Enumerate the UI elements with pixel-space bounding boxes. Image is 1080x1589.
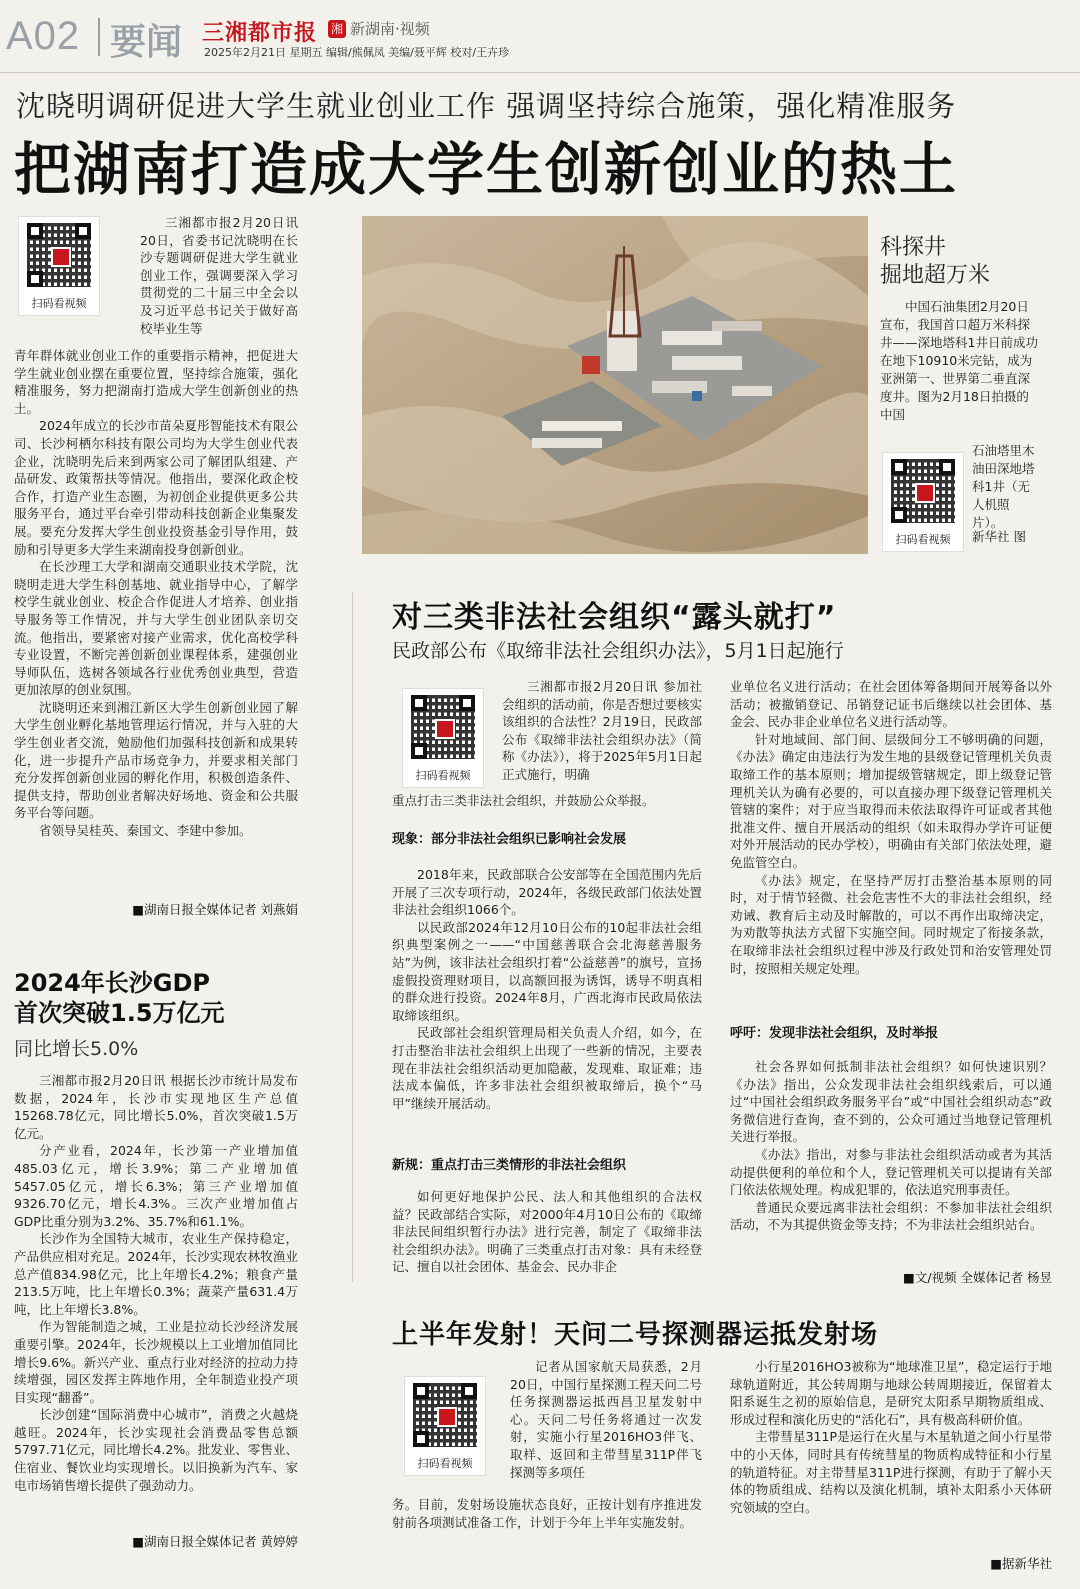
social-body-left bbox=[392, 866, 702, 1112]
social-paragraph: 《办法》指出，对参与非法社会组织活动或者为其活动提供便利的单位和个人，登记管理机关可以提请有关部门依法依规处理。构成犯罪的，依法追究刑事责任。 bbox=[730, 1146, 1052, 1198]
lead-paragraph: 在长沙理工大学和湖南交通职业技术学院，沈晓明走进大学生科创基地、就业指导中心，了解学校学生就业创业、校企合作促进人才培养、创业指导服务等工作情况，并与大学生创业团队亲切交流。他指出，要紧密对接产业需求，优化高校学科专业设置，不断完善创新创业课程体系，建强创业导师队伍，选树各领域各行业优秀创业典型，营造更加浓厚的创业氛围。 bbox=[14, 559, 298, 698]
social-subhead-phenomenon: 现象：部分非法社会组织已影响社会发展 bbox=[392, 832, 627, 847]
photo-credit: 新华社 图 bbox=[972, 529, 1026, 544]
social-headline: 对三类非法社会组织“露头就打” bbox=[392, 600, 837, 635]
qr-logo-icon bbox=[435, 719, 455, 739]
qr-label: 扫码看视频 bbox=[417, 1457, 473, 1470]
social-body-right bbox=[730, 678, 1052, 977]
lead-byline: ■湖南日报全媒体记者 刘燕娟 bbox=[132, 902, 298, 917]
social-paragraph: 针对地域间、部门间、层级间分工不够明确的问题，《办法》确定由违法行为发生地的县级登记管理机关负责取缔工作的基本原则；增加提级管辖规定，即上级登记管理机关认为确有必要的，可以直接办理下级登记管理机关管辖的案件；对于应当取得而未依法取得许可证或者其他批准文件、擅自开展活动的组织（如未取得办学许可证便对外开展活动的民办学校），明确由有关部门依法处理，避免监管空白。 bbox=[730, 731, 1052, 870]
tianwen-paragraph: 主带彗星311P是运行在火星与木星轨道之间小行星带中的小天体，同时具有传统彗星的物质构成特征和小行星的轨道特征。对主带彗星311P进行探测，有助于了解小天体的物质组成、结构以及演化机制，填补太阳系小天体研究领域的空白。 bbox=[730, 1429, 1052, 1515]
gdp-body bbox=[14, 1072, 298, 1494]
gdp-subtitle: 同比增长5.0% bbox=[14, 1038, 139, 1060]
gdp-title-line2: 首次突破1.5万亿元 bbox=[14, 999, 225, 1027]
tianwen-headline: 上半年发射！天问二号探测器运抵发射场 bbox=[392, 1320, 879, 1350]
photo-caption: 中国石油集团2月20日宣布，我国首口超万米科探井——深地塔科1井日前成功在地下10910米完钻，成为亚洲第一、世界第二垂直深度井。图为2月18日拍摄的中国 bbox=[880, 299, 1038, 422]
qr-logo-icon bbox=[51, 247, 71, 267]
section-label: 要闻 bbox=[110, 22, 183, 63]
social-byline: ■文/视频 全媒体记者 杨昱 bbox=[903, 1270, 1052, 1285]
gdp-paragraph: 分产业看，2024年，长沙第一产业增加值485.03亿元，增长3.9%；第二产业增加值5457.05亿元，增长6.3%；第三产业增加值9326.70亿元，增长4.3%。三次产业增加值占GDP比重分别为3.2%、35.7%和61.1%。 bbox=[14, 1143, 298, 1229]
photo-qr-code[interactable] bbox=[882, 452, 964, 552]
social-subhead-new-rules: 新规：重点打击三类情形的非法社会组织 bbox=[392, 1158, 627, 1173]
qr-label: 扫码看视频 bbox=[415, 769, 471, 782]
masthead: 三湘都市报 bbox=[202, 21, 318, 46]
lead-qr-code[interactable] bbox=[18, 216, 100, 316]
gdp-paragraph: 作为智能制造之城，工业是拉动长沙经济发展重要引擎。2024年，长沙规模以上工业增加值同比增长9.6%。新兴产业、重点行业对经济的拉动力持续增强，园区发挥主阵地作用，全年制造业投产项目实现“翻番”。 bbox=[14, 1319, 298, 1405]
photo-caption-continued: 石油塔里木油田深地塔科1井（无人机照片）。 bbox=[972, 443, 1035, 530]
gdp-title-line1: 2024年长沙GDP bbox=[14, 969, 211, 997]
lead-body bbox=[14, 347, 298, 840]
tianwen-paragraph-side: 记者从国家航天局获悉，2月20日，中国行星探测工程天问二号任务探测器运抵西昌卫星发射中心。天问二号任务将通过一次发射，实施小行星2016HO3伴飞、取样、返回和主带彗星311P伴飞探测等多项任 bbox=[510, 1359, 702, 1480]
social-subhead-appeal: 呼吁：发现非法社会组织，及时举报 bbox=[730, 1026, 939, 1041]
social-paragraph: 2018年来，民政部联合公安部等在全国范围内先后开展了三次专项行动，2024年，各级民政部门依法处置非法社会组织1066个。 bbox=[392, 867, 702, 918]
social-paragraph: 社会各界如何抵制非法社会组织？如何快速识别？《办法》指出，公众发现非法社会组织线索后，可以通过“中国社会组织政务服务平台”或“中国社会组织动态”政务微信进行查询，查不到的，公众可通过当地登记管理机关进行举报。 bbox=[730, 1059, 1052, 1145]
qr-label: 扫码看视频 bbox=[31, 297, 87, 310]
masthead-subtitle: 新湖南·视频 bbox=[350, 20, 430, 38]
drilling-site-photo bbox=[362, 216, 868, 554]
gdp-byline: ■湖南日报全媒体记者 黄婷婷 bbox=[132, 1534, 298, 1549]
social-paragraph: 民政部社会组织管理局相关负责人介绍，如今，在打击整治非法社会组织上出现了一些新的情况，主要表现在非法社会组织活动更加隐蔽，发现难、取证难；违法成本偏低，许多非法社会组织被取缔后，换个“马甲”继续开展活动。 bbox=[392, 1025, 702, 1111]
desert-drill-site-image bbox=[362, 216, 868, 554]
tianwen-byline: ■据新华社 bbox=[990, 1556, 1052, 1571]
lead-kicker: 沈晓明调研促进大学生就业创业工作 强调坚持综合施策，强化精准服务 bbox=[16, 89, 957, 123]
social-subtitle: 民政部公布《取缔非法社会组织办法》，5月1日起施行 bbox=[392, 640, 844, 662]
masthead-logo-icon: 湘 bbox=[328, 20, 346, 38]
social-paragraph: 业单位名义进行活动；在社会团体筹备期间开展筹备以外活动；被撤销登记、吊销登记证书后继续以社会团体、基金会、民办非企业单位名义进行活动等。 bbox=[730, 679, 1052, 730]
gdp-paragraph: 长沙作为全国特大城市，农业生产保持稳定，产品供应相对充足。2024年，长沙实现农林牧渔业总产值834.98亿元，比上年增长4.2%；粮食产量213.5万吨，比上年增长0.3%；蔬菜产量631.4万吨，比上年增长3.8%。 bbox=[14, 1231, 298, 1317]
social-body-right-2 bbox=[730, 1058, 1052, 1234]
social-body-left-2 bbox=[392, 1188, 702, 1276]
photo-title-line2: 掘地超万米 bbox=[880, 263, 991, 288]
column-divider bbox=[352, 592, 353, 1282]
lead-paragraph: 省领导吴桂英、秦国文、李建中参加。 bbox=[39, 823, 252, 839]
qr-logo-icon bbox=[915, 483, 935, 503]
header-rule bbox=[0, 72, 1080, 73]
social-paragraph: 如何更好地保护公民、法人和其他组织的合法权益？民政部结合实际，对2000年4月10日公布的《取缔非法民间组织暂行办法》进行完善，制定了《取缔非法社会组织办法》。明确了三类重点打击对象：具有未经登记、擅自以社会团体、基金会、民办非企 bbox=[392, 1189, 702, 1275]
gdp-paragraph: 三湘都市报2月20日讯 根据长沙市统计局发布数据，2024年，长沙市实现地区生产总值15268.78亿元，同比增长5.0%，首次突破1.5万亿元。 bbox=[14, 1073, 298, 1141]
qr-label: 扫码看视频 bbox=[895, 533, 951, 546]
header-divider bbox=[98, 18, 100, 56]
dateline: 2025年2月21日 星期五 编辑/熊佩凤 美编/聂平辉 校对/王卉珍 bbox=[204, 46, 510, 59]
photo-caption-panel bbox=[868, 216, 1042, 554]
social-paragraph: 重点打击三类非法社会组织，并鼓励公众举报。 bbox=[392, 793, 655, 808]
page-number: A02 bbox=[6, 14, 81, 58]
lead-paragraph-side: 三湘都市报2月20日讯 20日，省委书记沈晓明在长沙专题调研促进大学生就业创业工作，强调要深入学习贯彻党的二十届三中全会以及习近平总书记关于做好高校毕业生等 bbox=[140, 215, 298, 336]
lead-paragraph: 青年群体就业创业工作的重要指示精神，把促进大学生就业创业摆在重要位置，坚持综合施策，强化精准服务，努力把湖南打造成大学生创新创业的热土。 bbox=[14, 348, 298, 416]
social-paragraph: 以民政部2024年12月10日公布的10起非法社会组织典型案例之一——“中国慈善联合会北海慈善服务站”为例，该非法社会组织打着“公益慈善”的旗号，宣扬虚假投资理财项目，以高额回报为诱饵，诱导不明真相的群众进行投资。2024年8月，广西北海市民政局依法取缔该组织。 bbox=[392, 919, 702, 1023]
qr-logo-icon bbox=[437, 1407, 457, 1427]
social-paragraph-side: 三湘都市报2月20日讯 参加社会组织的活动前，你是否想过要核实该组织的合法性？2月19日，民政部公布《取缔非法社会组织办法》（简称《办法》），将于2025年5月1日起正式施行，明确 bbox=[502, 679, 703, 782]
tianwen-body-right bbox=[730, 1358, 1052, 1516]
social-qr-code[interactable] bbox=[402, 688, 484, 788]
social-paragraph: 《办法》规定，在坚持严厉打击整治基本原则的同时，对于情节轻微、社会危害性不大的非法社会组织，经劝诫、教育后主动及时解散的，可以不再作出取缔决定，为劝散等执法方式留下实施空间。同时规定了衔接条款，在取缔非法社会组织过程中涉及行政处罚和治安管理处罚时，按照相关规定处理。 bbox=[730, 872, 1052, 976]
tianwen-paragraph: 小行星2016HO3被称为“地球准卫星”，稳定运行于地球轨道附近，其公转周期与地球公转周期接近，保留着太阳系诞生之初的原始信息，是研究太阳系早期物质组成、形成过程和演化历史的“活化石”，具有极高科研价值。 bbox=[730, 1359, 1052, 1427]
lead-paragraph: 沈晓明还来到湘江新区大学生创新创业园了解大学生创业孵化基地管理运行情况，并与入驻的大学生创业者交流，勉励他们加强科技创新和成果转化，进一步提升产品市场竞争力，并要求相关部门充分发挥创新创业园的孵化作用，积极创造条件、提供支持，帮助创业者解决好场地、资金和公共服务平台等问题。 bbox=[14, 699, 298, 821]
lead-headline: 把湖南打造成大学生创新创业的热土 bbox=[14, 137, 958, 203]
tianwen-paragraph: 务。目前，发射场设施状态良好，正按计划有序推进发射前各项测试准备工作，计划于今年上半年实施发射。 bbox=[392, 1497, 702, 1530]
lead-paragraph: 2024年成立的长沙市苗朵夏彤智能技术有限公司、长沙柯栖尔科技有限公司均为大学生创业代表企业，沈晓明先后来到两家公司了解团队组建、产品研发、政策帮扶等情况。他指出，要深化政企校合作，打造产业生态圈，为初创企业提供更多公共服务平台，通过平台牵引带动科技创新企业集聚发展。要充分发挥大学生创业投资基金引导作用，鼓励和引导更多大学生来湖南投身创新创业。 bbox=[14, 418, 298, 557]
tianwen-qr-code[interactable] bbox=[404, 1376, 486, 1476]
gdp-paragraph: 长沙创建“国际消费中心城市”，消费之火越烧越旺。2024年，长沙实现社会消费品零售总额5797.71亿元，同比增长4.2%。批发业、零售业、住宿业、餐饮业均实现增长。以旧换新为汽车、家电市场销售增长提供了强劲动力。 bbox=[14, 1407, 298, 1493]
social-paragraph: 普通民众要远离非法社会组织：不参加非法社会组织活动，不为其提供资金等支持；不为非法社会组织站台。 bbox=[730, 1199, 1052, 1233]
photo-title-line1: 科探井 bbox=[880, 235, 947, 260]
